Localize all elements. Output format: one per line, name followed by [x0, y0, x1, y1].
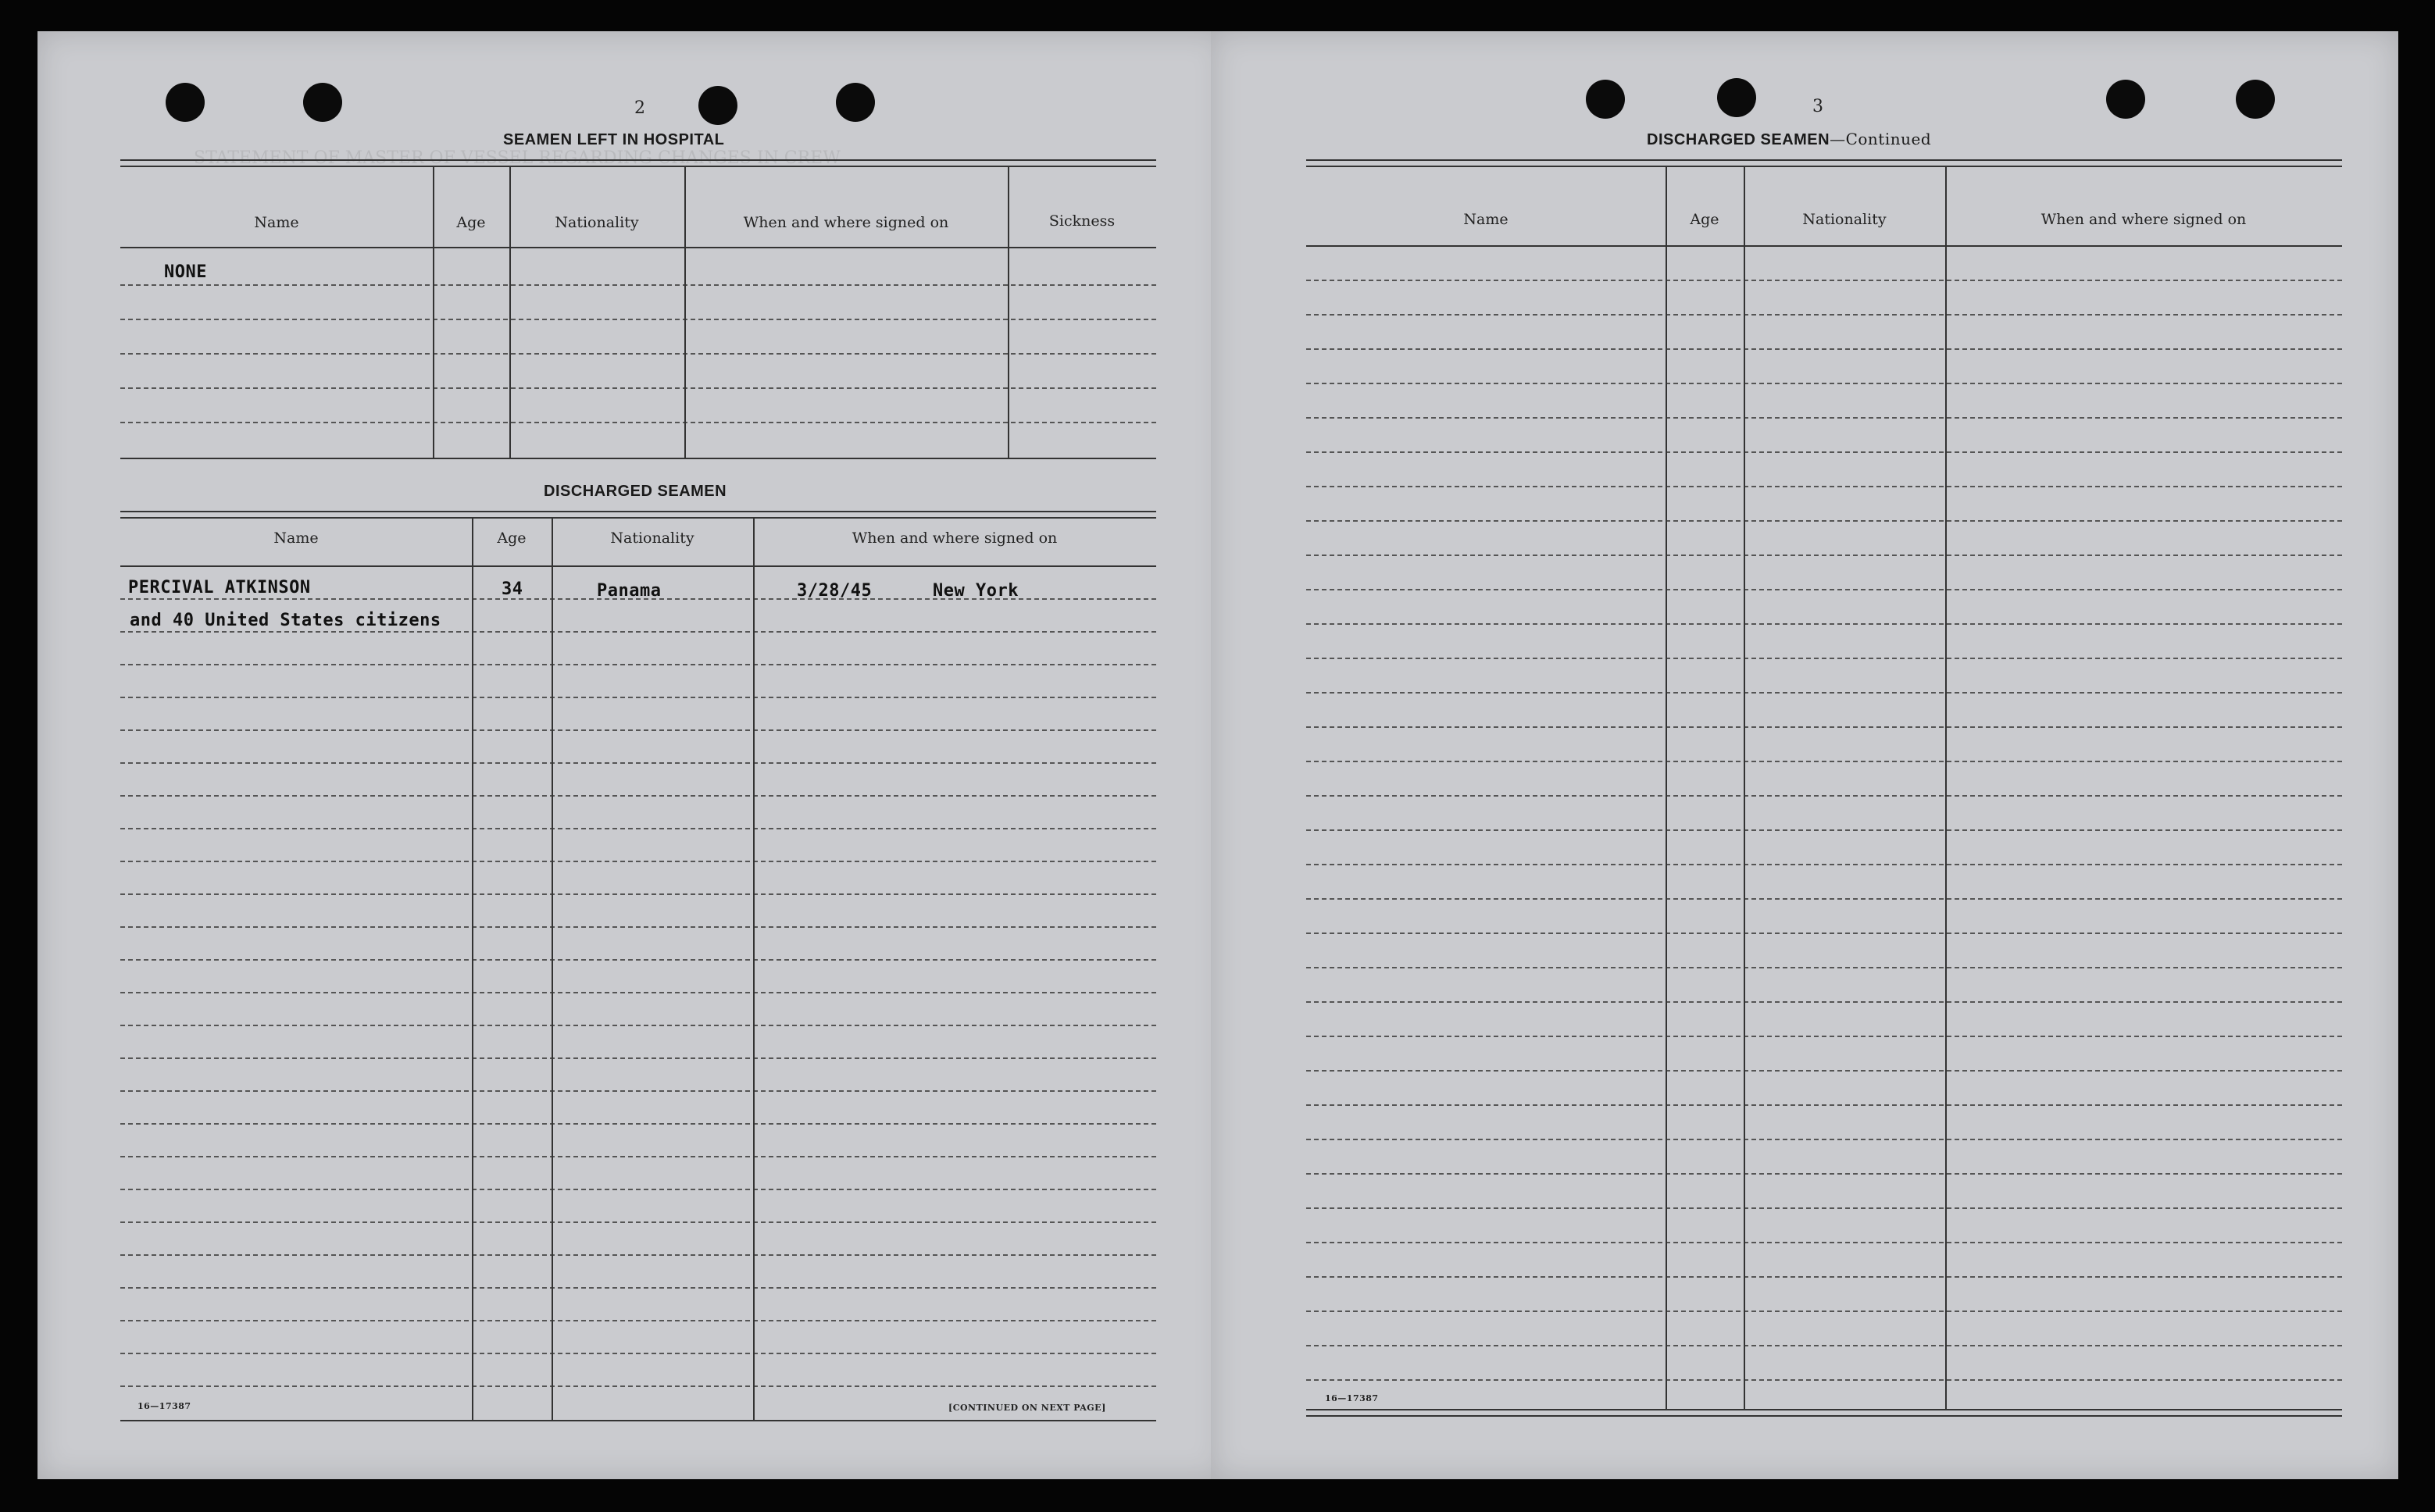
title-suffix: —Continued	[1830, 130, 1932, 148]
punch-hole	[2236, 80, 2275, 119]
continued-note: [CONTINUED ON NEXT PAGE]	[948, 1403, 1106, 1413]
col-header-signed-on: When and where signed on	[743, 214, 949, 231]
hospital-section-title: SEAMEN LEFT IN HOSPITAL	[503, 131, 725, 148]
seaman-nationality: Panama	[597, 581, 662, 601]
seaman-signed-place: New York	[933, 581, 1019, 601]
hospital-table	[120, 159, 1156, 464]
col-header-nationality: Nationality	[610, 530, 694, 547]
col-header-signed-on: When and where signed on	[2040, 211, 2247, 228]
discharged-continued-title	[1647, 130, 1931, 149]
punch-hole	[1717, 78, 1756, 117]
left-page	[37, 31, 1225, 1479]
col-header-age: Age	[497, 530, 527, 547]
hospital-entry-none: NONE	[164, 262, 207, 282]
seaman-signed-date: 3/28/45	[797, 581, 873, 601]
punch-hole	[698, 86, 737, 125]
title-main: DISCHARGED SEAMEN	[1647, 131, 1830, 148]
col-header-signed-on: When and where signed on	[852, 530, 1058, 547]
page-number: 2	[634, 98, 645, 118]
bleed-through-text: STATEMENT OF MASTER OF VESSEL REGARDING CHANGES IN CREW	[194, 148, 841, 168]
right-page	[1211, 31, 2398, 1479]
discharged-table	[120, 511, 1156, 1425]
form-number: 16—17387	[1325, 1393, 1379, 1403]
col-header-age: Age	[456, 214, 486, 231]
punch-hole	[2106, 80, 2145, 119]
punch-hole	[303, 83, 342, 122]
form-number: 16—17387	[137, 1401, 191, 1411]
col-header-sickness: Sickness	[1048, 212, 1116, 230]
col-header-name: Name	[273, 530, 319, 547]
discharged-section-title: DISCHARGED SEAMEN	[544, 483, 727, 500]
punch-hole	[166, 83, 205, 122]
col-header-nationality: Nationality	[1802, 211, 1887, 228]
seaman-age: 34	[502, 579, 523, 599]
punch-hole	[836, 83, 875, 122]
col-header-name: Name	[254, 214, 299, 231]
discharged-continued-table	[1306, 159, 2342, 1417]
col-header-name: Name	[1463, 211, 1508, 228]
col-header-age: Age	[1690, 211, 1719, 228]
punch-hole	[1586, 80, 1625, 119]
seaman-note: and 40 United States citizens	[130, 611, 441, 630]
page-number: 3	[1812, 97, 1823, 116]
seaman-name: PERCIVAL ATKINSON	[128, 578, 311, 597]
col-header-nationality: Nationality	[555, 214, 639, 231]
